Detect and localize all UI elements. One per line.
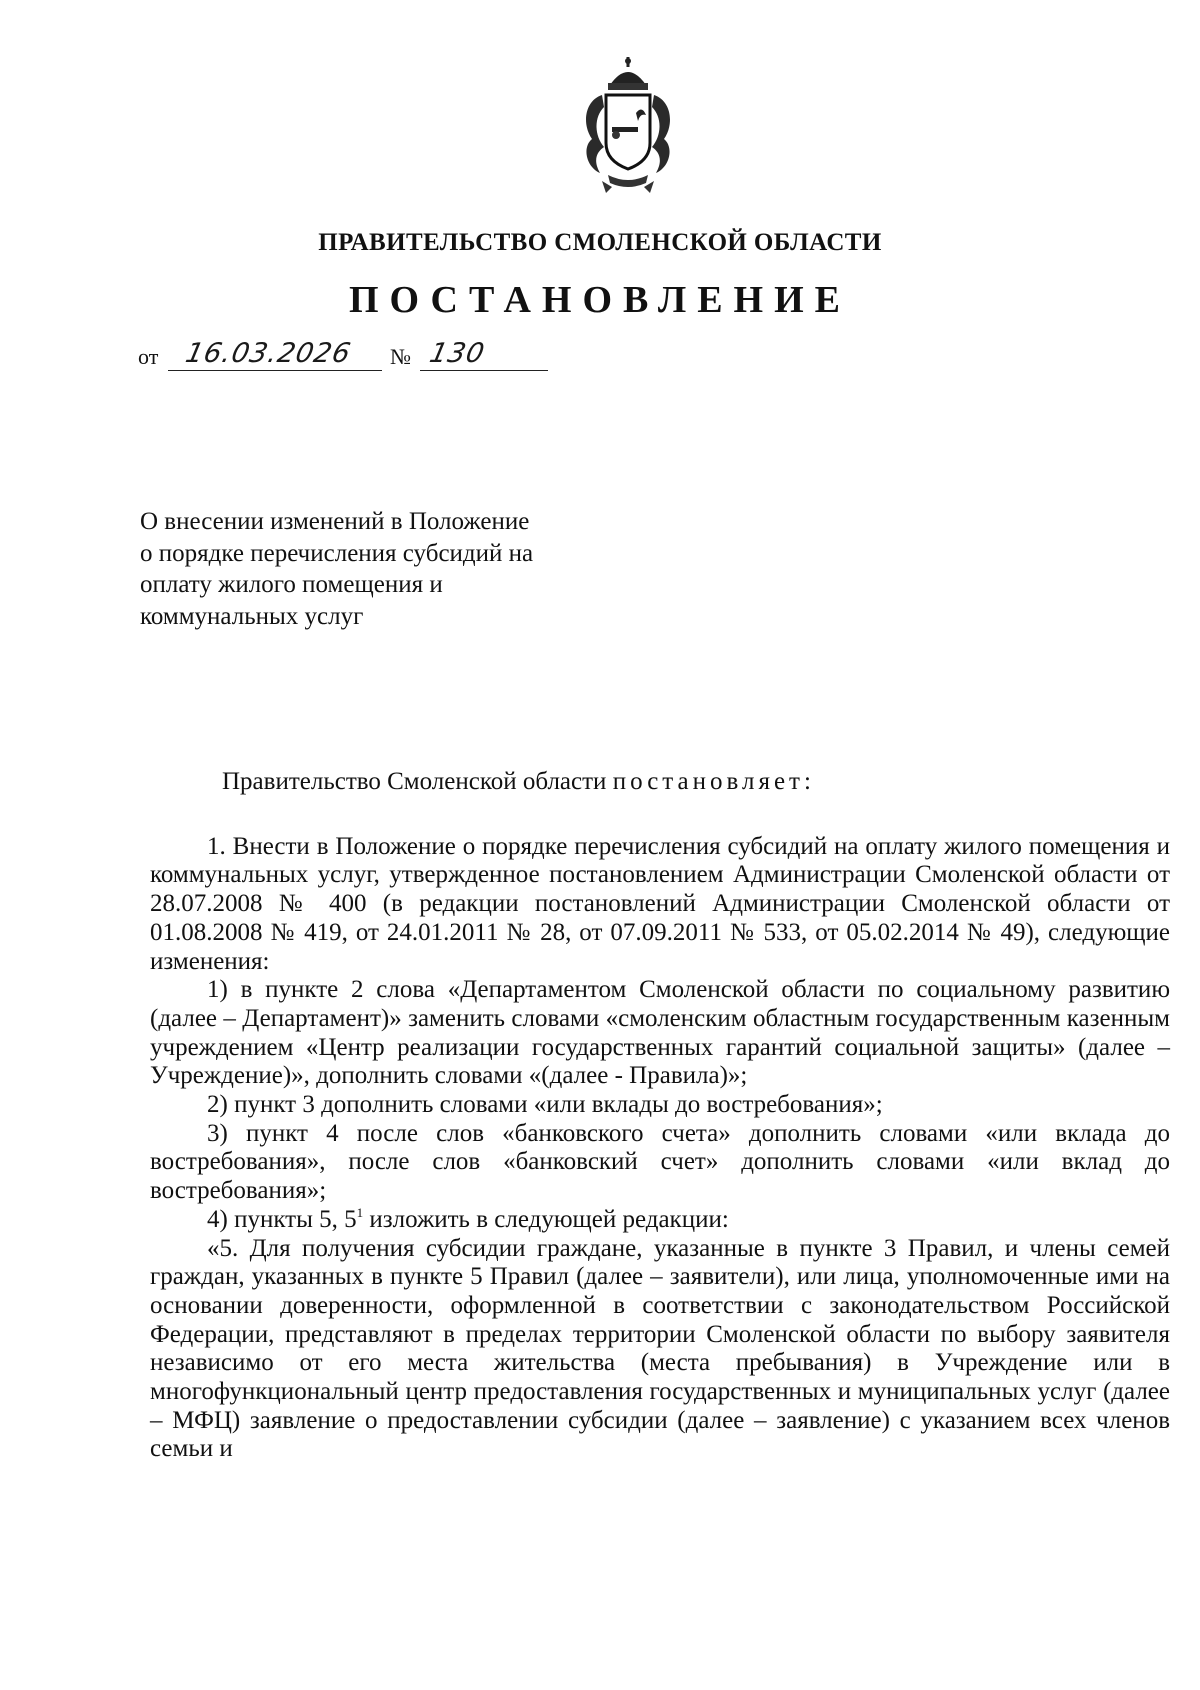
enacting-clause-verb: постановляет (612, 768, 804, 795)
enacting-clause-prefix: Правительство Смоленской области (222, 768, 607, 795)
subject-block (140, 506, 610, 632)
item-4-text-end: изложить в следующей редакции: (363, 1205, 729, 1233)
handwritten-number: 130 (426, 338, 488, 369)
handwritten-date: 16.03.2026 (182, 338, 354, 369)
paragraph-item-3: 3) пункт 4 после слов «банковского счета» дополнить словами «или вклада до востребования», после слов «банковский счет» дополнить словами «или вклад до востребования»; (150, 1119, 1170, 1205)
date-number-line (138, 334, 558, 374)
subject-line: оплату жилого помещения и (140, 571, 443, 598)
subject-line: о порядке перечисления субсидий на (140, 539, 534, 567)
from-label: от (138, 344, 159, 369)
subject-line: коммунальных услуг (140, 602, 364, 630)
paragraph-item-2: 2) пункт 3 дополнить словами «или вклады до востребования»; (207, 1091, 883, 1119)
paragraph-item-1: 1) в пункте 2 слова «Департаментом Смоленской области по социальному развитию (далее – Департамент)» заменить словами «смоленским областным государственным казенным учреждением «Центр реализации государственных гарантий социальной защиты» (далее – Учреждение)», дополнить словами «(далее - Правила)»; (150, 976, 1170, 1090)
enacting-clause-colon: : (803, 768, 811, 795)
number-underline (420, 370, 548, 371)
enacting-clause (150, 768, 1170, 797)
paragraph-item-4 (150, 1206, 1170, 1235)
item-4-text: 4) пункты 5, 5 (207, 1205, 357, 1233)
coat-of-arms-icon (580, 55, 676, 195)
document-type-title: ПОСТАНОВЛЕНИЕ (348, 279, 852, 321)
organization-name: ПРАВИТЕЛЬСТВО СМОЛЕНСКОЙ ОБЛАСТИ (318, 229, 882, 256)
subject-line: О внесении изменений в Положение (140, 508, 530, 535)
paragraph-point-5: «5. Для получения субсидии граждане, указанные в пункте 3 Правил, и члены семей граждан, указанных в пункте 5 Правил (далее – заявители), или лица, уполномоченные ими на основании доверенности, оформленной в соответствии с законодательством Российской Федерации, представляют в пределах территории Смоленской области по выбору заявителя независимо от его места жительства (места пребывания) в Учреждение или в многофункциональный центр предоставления государственных и муниципальных услуг (далее – МФЦ) заявление о предоставлении субсидии (далее – заявление) с указанием всех членов семьи и (150, 1234, 1170, 1463)
document-body (150, 768, 1170, 1464)
number-label: № (390, 344, 411, 369)
date-underline (168, 370, 382, 371)
superscript: 1 (356, 1204, 364, 1220)
paragraph-1: 1. Внести в Положение о порядке перечисления субсидий на оплату жилого помещения и коммунальных услуг, утвержденное постановлением Администрации Смоленской области от 28.07.2008 № 400 (в редакции постановлений Администрации Смоленской области от 01.08.2008 № 419, от 24.01.2011 № 28, от 07.09.2011 № 533, от 05.02.2014 № 49), следующие изменения: (150, 832, 1170, 975)
